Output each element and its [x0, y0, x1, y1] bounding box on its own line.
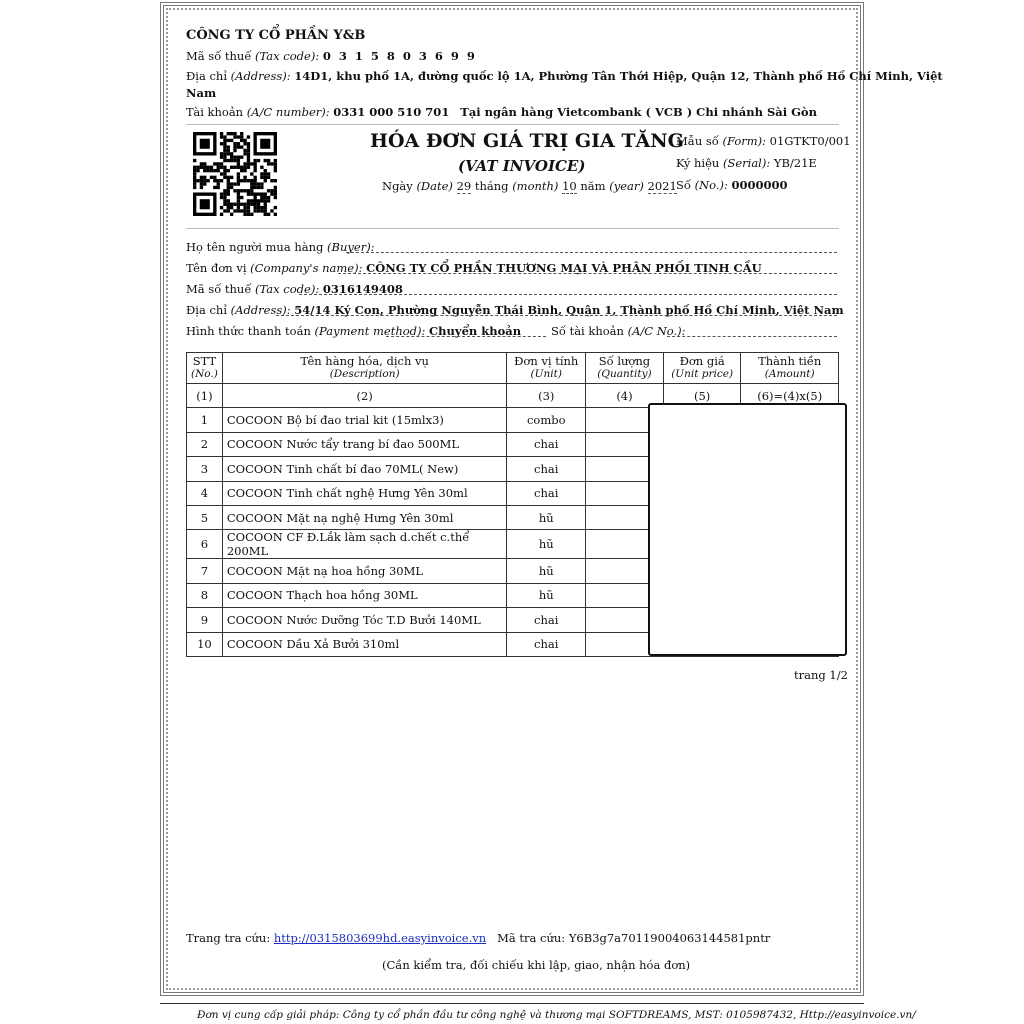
title-divider — [186, 228, 839, 229]
row-unit: chai — [507, 432, 586, 456]
row-no: 10 — [187, 632, 223, 656]
redaction-box — [648, 403, 847, 656]
row-description: COCOON Dầu Xả Bưởi 310ml — [222, 632, 507, 656]
col-header-quantity: Số lượng (Quantity) — [586, 353, 664, 384]
lookup-code: Y6B3g7a70119004063144581pntr — [568, 931, 771, 945]
header-divider — [186, 124, 839, 125]
company-line — [338, 273, 837, 274]
buyer-line — [346, 252, 837, 253]
row-description: COCOON Mặt nạ hoa hồng 30ML — [222, 559, 507, 583]
col-header-amount: Thành tiền (Amount) — [741, 353, 839, 384]
footer-divider — [160, 1003, 864, 1004]
lookup-row: Trang tra cứu: http://0315803699hd.easyinvoice.vn Mã tra cứu: Y6B3g7a70119004063144581pntr — [186, 931, 771, 945]
lookup-link[interactable]: http://0315803699hd.easyinvoice.vn — [273, 931, 487, 945]
form-row: Mẫu số (Form): 01GTKT0/001 — [676, 134, 851, 148]
buyer-address-line — [276, 315, 837, 316]
seller-address-row: Địa chỉ (Address): 14D1, khu phố 1A, đường quốc lộ 1A, Phường Tân Thới Hiệp, Quận 12, Thành phố Hồ Chí Minh, Việt — [186, 69, 943, 83]
seller-name: CÔNG TY CỔ PHẦN Y&B — [186, 28, 366, 43]
row-description: COCOON Thạch hoa hồng 30ML — [222, 583, 507, 607]
buyer-account-line — [667, 336, 837, 337]
row-unit: hũ — [507, 583, 586, 607]
col-header-unit: Đơn vị tính (Unit) — [507, 353, 586, 384]
number-row: Số (No.): 0000000 — [676, 178, 788, 192]
page-number: trang 1/2 — [794, 668, 848, 682]
seller-address: 14D1, khu phố 1A, đường quốc lộ 1A, Phường Tân Thới Hiệp, Quận 12, Thành phố Hồ Chí Minh, Việt — [294, 69, 943, 83]
row-description: COCOON Bộ bí đao trial kit (15mlx3) — [222, 408, 507, 432]
row-no: 9 — [187, 608, 223, 632]
seller-tax-code: 0 3 1 5 8 0 3 6 9 9 — [322, 49, 477, 63]
row-unit: chai — [507, 632, 586, 656]
qr-code-icon — [193, 132, 277, 216]
row-description: COCOON Nước tẩy trang bí đao 500ML — [222, 432, 507, 456]
seller-tax-row: Mã số thuế (Tax code): 0 3 1 5 8 0 3 6 9 9 — [186, 49, 477, 63]
payment-line — [386, 336, 546, 337]
company-row: Tên đơn vị (Company's name): CÔNG TY CỔ PHẦN THƯƠNG MẠI VÀ PHÂN PHỐI TINH CẦU — [186, 261, 762, 275]
seller-account-row: Tài khoản (A/C number): 0331 000 510 701 Tại ngân hàng Vietcombank ( VCB ) Chi nhánh Sài Gòn — [186, 105, 817, 119]
table-header-row — [187, 353, 839, 384]
col-header-no: STT (No.) — [187, 353, 223, 384]
buyer-address-row: Địa chỉ (Address): 54/14 Ký Con, Phường Nguyễn Thái Bình, Quận 1, Thành phố Hồ Chí Minh, Việt Nam — [186, 303, 844, 317]
provider-note: Đơn vị cung cấp giải pháp: Công ty cổ phần đầu tư công nghệ và thương mại SOFTDREAMS, MST: 0105987432, Http://easyinvoice.vn/ — [197, 1009, 916, 1021]
row-description: COCOON Tinh chất bí đao 70ML( New) — [222, 457, 507, 481]
row-description: COCOON Mặt nạ nghệ Hưng Yên 30ml — [222, 505, 507, 529]
col-header-description: Tên hàng hóa, dịch vụ (Description) — [222, 353, 507, 384]
invoice-year: 2021 — [647, 179, 677, 193]
company-name: CÔNG TY CỔ PHẦN THƯƠNG MẠI VÀ PHÂN PHỐI TINH CẦU — [366, 261, 762, 275]
serial-row: Ký hiệu (Serial): YB/21E — [676, 156, 817, 170]
row-description: COCOON Tinh chất nghệ Hưng Yên 30ml — [222, 481, 507, 505]
row-no: 2 — [187, 432, 223, 456]
payment-method: Chuyển khoản — [429, 324, 522, 338]
row-description: COCOON Nước Dưỡng Tóc T.D Bưởi 140ML — [222, 608, 507, 632]
buyer-tax-line — [299, 294, 837, 295]
col-header-unit-price: Đơn giá (Unit price) — [663, 353, 741, 384]
invoice-date: Ngày (Date) 29 tháng (month) 10 năm (year) 2021 — [382, 179, 677, 193]
buyer-address: 54/14 Ký Con, Phường Nguyễn Thái Bình, Quận 1, Thành phố Hồ Chí Minh, Việt Nam — [294, 303, 844, 317]
invoice-number: 0000000 — [731, 178, 788, 192]
buyer-tax-code: 0316149408 — [322, 282, 403, 296]
row-no: 3 — [187, 457, 223, 481]
row-unit: combo — [507, 408, 586, 432]
row-unit: chai — [507, 608, 586, 632]
row-no: 1 — [187, 408, 223, 432]
form-value: 01GTKT0/001 — [769, 134, 851, 148]
seller-account-number: 0331 000 510 701 — [333, 105, 450, 119]
seller-address-line2: Nam — [186, 86, 217, 100]
row-no: 4 — [187, 481, 223, 505]
row-no: 8 — [187, 583, 223, 607]
row-unit: hũ — [507, 559, 586, 583]
invoice-title: HÓA ĐƠN GIÁ TRỊ GIA TĂNG — [370, 130, 684, 152]
invoice-day: 29 — [456, 179, 472, 193]
row-description: COCOON CF Đ.Lắk làm sạch d.chết c.thể 200ML — [222, 530, 507, 559]
buyer-row: Họ tên người mua hàng (Buyer): — [186, 240, 375, 254]
serial-value: YB/21E — [773, 156, 817, 170]
buyer-tax-row: Mã số thuế (Tax code): 0316149408 — [186, 282, 403, 296]
row-unit: chai — [507, 457, 586, 481]
seller-bank: Tại ngân hàng Vietcombank ( VCB ) Chi nhánh Sài Gòn — [460, 105, 817, 119]
row-no: 5 — [187, 505, 223, 529]
row-unit: hũ — [507, 505, 586, 529]
buyer-account-row: Số tài khoản (A/C No.): — [551, 324, 686, 338]
row-unit: hũ — [507, 530, 586, 559]
table-index-row: (1) (2) (3) (4) (5) (6)=(4)x(5) — [187, 384, 839, 408]
row-unit: chai — [507, 481, 586, 505]
row-no: 7 — [187, 559, 223, 583]
invoice-month: 10 — [562, 179, 577, 193]
verification-note: (Cần kiểm tra, đối chiếu khi lập, giao, nhận hóa đơn) — [382, 958, 691, 972]
payment-row: Hình thức thanh toán (Payment method): Chuyển khoản — [186, 324, 522, 338]
invoice-subtitle: (VAT INVOICE) — [458, 157, 586, 175]
row-no: 6 — [187, 530, 223, 559]
